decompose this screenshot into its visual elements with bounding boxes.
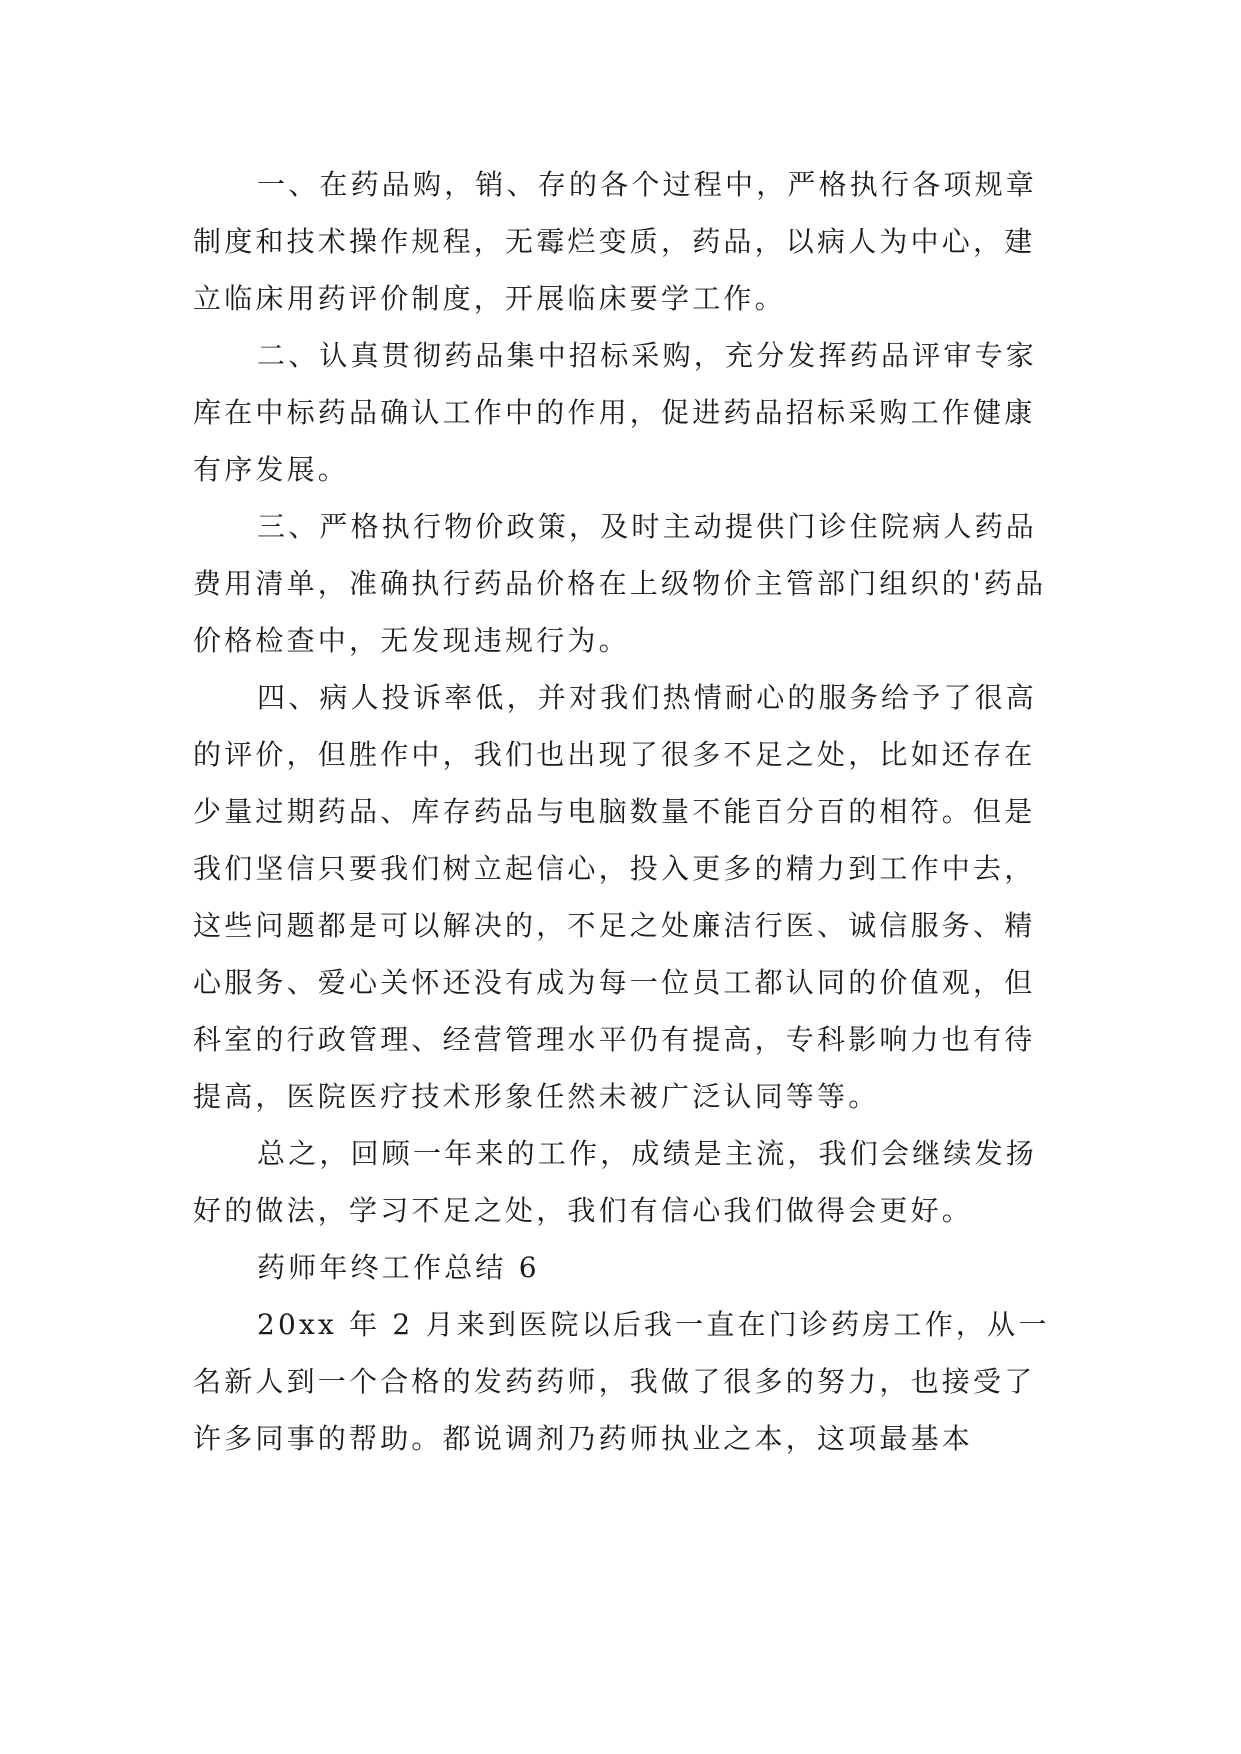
paragraph-5: 总之，回顾一年来的工作，成绩是主流，我们会继续发扬好的做法，学习不足之处，我们有信心我们做得会更好。 <box>193 1137 1038 1227</box>
section-heading: 药师年终工作总结 6 <box>257 1251 540 1284</box>
paragraph-2: 二、认真贯彻药品集中招标采购，充分发挥药品评审专家库在中标药品确认工作中的作用，促进药品招标采购工作健康有序发展。 <box>193 339 1038 486</box>
document-page <box>193 156 1053 1467</box>
paragraph-3: 三、严格执行物价政策，及时主动提供门诊住院病人药品费用清单，准确执行药品价格在上级物价主管部门组织的'药品价格检查中，无发现违规行为。 <box>193 510 1047 657</box>
paragraph-1: 一、在药品购，销、存的各个过程中，严格执行各项规章制度和技术操作规程，无霉烂变质，药品，以病人为中心，建立临床用药评价制度，开展临床要学工作。 <box>193 168 1038 315</box>
paragraph-4: 四、病人投诉率低，并对我们热情耐心的服务给予了很高的评价，但胜作中，我们也出现了很多不足之处，比如还存在少量过期药品、库存药品与电脑数量不能百分百的相符。但是我们坚信只要我们树立起信心，投入更多的精力到工作中去，这些问题都是可以解决的，不足之处廉洁行医、诚信服务、精心服务、爱心关怀还没有成为每一位员工都认同的价值观，但科室的行政管理、经营管理水平仍有提高，专科影响力也有待提高，医院医疗技术形象任然未被广泛认同等等。 <box>193 681 1038 1113</box>
final-paragraph: 20xx 年 2 月来到医院以后我一直在门诊药房工作，从一名新人到一个合格的发药药师，我做了很多的努力，也接受了许多同事的帮助。都说调剂乃药师执业之本，这项最基本 <box>193 1308 1050 1455</box>
